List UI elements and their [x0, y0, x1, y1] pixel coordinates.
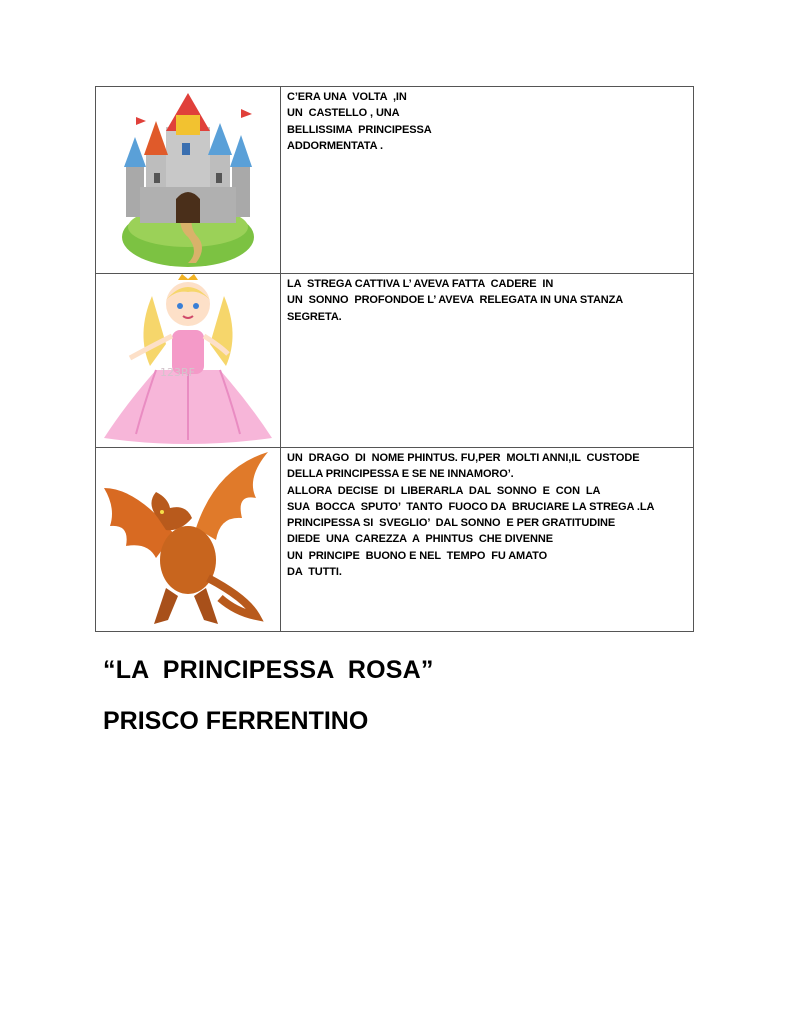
story-row-dragon [96, 448, 694, 632]
dragon-illustration [96, 448, 280, 629]
story-row-princess [96, 274, 694, 448]
princess-image-cell [96, 274, 281, 448]
castle-text-cell [281, 87, 694, 274]
princess-text-cell [281, 274, 694, 448]
story-line: DELLA PRINCIPESSA E SE NE INNAMORO’. [287, 468, 514, 481]
story-line: ALLORA DECISE DI LIBERARLA DAL SONNO E CON LA [287, 484, 601, 497]
author-name: PRISCO FERRENTINO [103, 707, 369, 735]
story-line: C’ERA UNA VOLTA ,IN [287, 91, 407, 103]
story-title: “LA PRINCIPESSA ROSA” [103, 656, 434, 684]
story-line: ADDORMENTATA . [287, 139, 383, 152]
princess-illustration [96, 274, 280, 445]
story-line: BELLISSIMA PRINCIPESSA [287, 123, 432, 136]
story-line: SUA BOCCA SPUTO’ TANTO FUOCO DA BRUCIARE LA STREGA .LA [287, 500, 655, 513]
story-line: PRINCIPESSA SI SVEGLIO’ DAL SONNO E PER GRATITUDINE [287, 517, 616, 530]
castle-illustration [96, 87, 280, 271]
story-row-castle [96, 87, 694, 274]
story-line: UN SONNO PROFONDOE L’ AVEVA RELEGATA IN UNA STANZA [287, 294, 624, 307]
castle-image-cell [96, 87, 281, 274]
dragon-image-cell [96, 448, 281, 632]
story-table [95, 86, 694, 632]
story-line: DA TUTTI. [287, 566, 342, 579]
story-line: DIEDE UNA CAREZZA A PHINTUS CHE DIVENNE [287, 533, 553, 546]
story-line: LA STREGA CATTIVA L’ AVEVA FATTA CADERE IN [287, 278, 554, 290]
story-line: UN CASTELLO , UNA [287, 107, 400, 120]
dragon-text-cell [281, 448, 694, 632]
watermark-text: 123RF [160, 366, 195, 379]
story-line: UN PRINCIPE BUONO E NEL TEMPO FU AMATO [287, 549, 548, 562]
story-line: SEGRETA. [287, 310, 342, 323]
story-line: UN DRAGO DI NOME PHINTUS. FU,PER MOLTI ANNI,IL CUSTODE [287, 452, 640, 464]
